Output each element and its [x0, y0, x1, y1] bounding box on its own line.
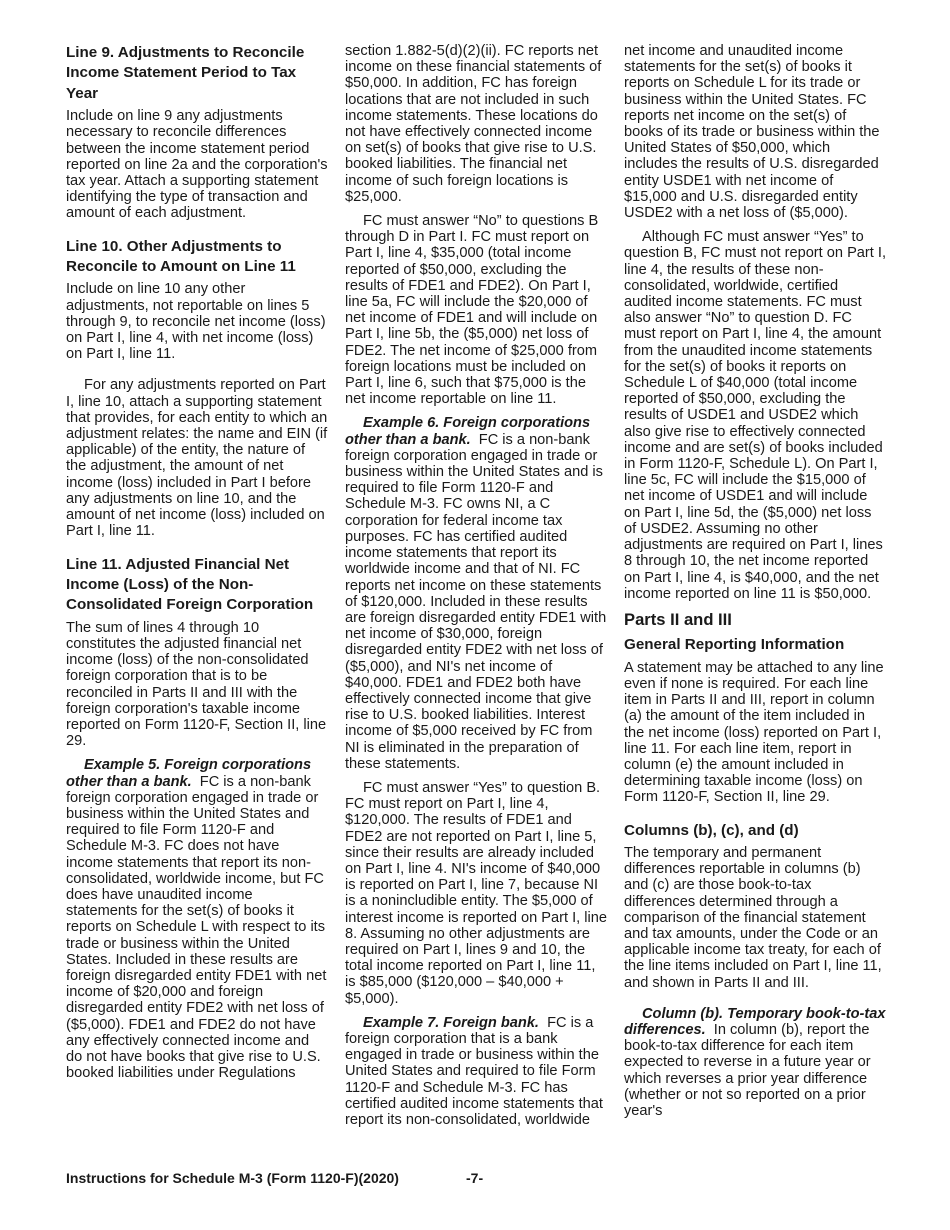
column-2	[345, 43, 607, 1136]
page-number: -7-	[466, 1170, 484, 1186]
paragraph-line-10: Include on line 10 any other adjustments, not reportable on lines 5 through 9, to reconcile net income (loss) on Part I, line 4, with net income (loss) on Part I, line 11.	[66, 281, 326, 363]
paragraph-example-7-continued: net income and unaudited income statements for the set(s) of books it reports on Schedule L for its trade or business within the United States. FC reports net income on the set(s) of books of its trade or business within the United States of $50,000, which includes the results of U.S. disregarded entity USDE1 with net income of $15,000 and U.S. disregarded entity USDE2 with a net loss of ($5,000).	[624, 43, 880, 222]
paragraph-fc-answer-yes: FC must answer “Yes” to question B. FC must report on Part I, line 4, $120,000. The results of FDE1 and FDE2 are not reported on Part I, line 5, since their results are already included on Part I, line 4. NI's income of $40,000 is reported on Part I, line 7, because NI is a nonincludible entity. The $5,000 of interest income is reported on Part I, line 8. Assuming no other adjustments are required on Part I, lines 9 and 10, the total income reported on Part I, line 11, is $85,000 ($120,000 – $40,000 + $5,000).	[345, 779, 608, 1007]
page-footer	[66, 1170, 884, 1186]
paragraph-fc-answer-no: FC must answer “No” to questions B through D in Part I. FC must report on Part I, line 4, $35,000 (total income reported of $50,000, excluding the results of FDE1 and FDE2). On Part I, line 5a, FC will include the $20,000 of net income of FDE1 and will include on Part I, line 5b, the ($5,000) net loss of FDE2. The net income of $25,000 from foreign locations must be included on Part I, line 6, such that $75,000 is the net income reportable on line 11.	[345, 213, 599, 408]
paragraph-columns: The temporary and permanent differences reportable in columns (b) and (c) are those book-to-tax differences determined through a comparison of the financial statement and tax amounts, under the Code or an applicable income tax treaty, for each of the line items included on Part I, line 11, and shown in Parts II and III.	[624, 844, 882, 991]
example-5	[66, 757, 328, 1081]
column-1	[66, 43, 328, 1089]
example-6	[345, 415, 607, 771]
column-b-text: In column (b), report the book-to-tax difference for each item expected to reverse in a future year or which reverses a prior year difference (whether or not so reported on a prior year's	[624, 1021, 871, 1119]
paragraph-line-9: Include on line 9 any adjustments necessary to reconcile differences between the income statement period reported on line 2a and the corporation's tax year. Attach a supporting statement identifying the type of transaction and amount of each adjustment.	[66, 108, 328, 222]
example-7-label: Example 7. Foreign bank.	[363, 1014, 539, 1031]
paragraph-general-reporting: A statement may be attached to any line even if none is required. For each line item in Parts II and III, report in column (a) the amount of the item included in the net income (loss) reported on Part I, line 11. For each line item, report in column (e) the amount included in determining taxable income (loss) on Form 1120-F, Section II, line 29.	[624, 659, 884, 806]
example-6-text: FC is a non-bank foreign corporation engaged in trade or business within the United States and is required to file Form 1120-F and Schedule M-3. FC owns NI, a C corporation for federal income tax purposes. FC has certified audited income statements that report its worldwide income and that of NI. FC reports net income on these statements of $120,000. Included in these results are foreign disregarded entity FDE1 with net income of $30,000, foreign disregarded entity FDE2 with net loss of ($5,000), and NI's net income of $40,000. FDE1 and FDE2 both have effectively connected income that give rise to U.S. booked liabilities. Interest income of $5,000 received by FC from NI is eliminated in the preparation of these statements.	[345, 431, 607, 772]
heading-parts-ii-iii: Parts II and III	[624, 609, 732, 629]
paragraph-line-11: The sum of lines 4 through 10 constitutes the adjusted financial net income (loss) of the non-consolidated foreign corporation that is to be reconciled in Parts II and III with the foreign corporation's taxable income reported on Form 1120-F, Section II, line 29.	[66, 619, 327, 750]
example-7-text: FC is a foreign corporation that is a bank engaged in trade or business within the United States and required to file Form 1120-F and Schedule M-3. FC has certified audited income statements that report its non-consolidated, worldwide	[345, 1014, 603, 1128]
heading-line-11: Line 11. Adjusted Financial Net Income (Loss) of the Non-Consolidated Foreign Corporation	[66, 555, 314, 614]
heading-columns-b-c-d: Columns (b), (c), and (d)	[624, 821, 799, 839]
column-b-paragraph	[624, 1006, 886, 1119]
example-5-label: Example 5. Foreign corporations other than a bank.	[66, 757, 312, 790]
heading-line-10: Line 10. Other Adjustments to Reconcile to Amount on Line 11	[66, 237, 296, 276]
paragraph-line-10-attachment: For any adjustments reported on Part I, line 10, attach a supporting statement that provides, for each entity to which an adjustment relates: the name and EIN (if applicable) of the entity, the nature of the adjustment, the amount of net income (loss) included in Part I before any adjustments on line 10, and the amount of net income (loss) included on Part I, line 11.	[66, 377, 328, 540]
heading-line-9: Line 9. Adjustments to Reconcile Income Statement Period to Tax Year	[66, 44, 305, 102]
column-b-label: Column (b). Temporary book-to-tax differences.	[624, 1005, 886, 1038]
heading-general-reporting: General Reporting Information	[624, 636, 845, 654]
paragraph-example-5-continued: section 1.882-5(d)(2)(ii). FC reports net income on these financial statements of $50,000. In addition, FC has foreign locations that are not included in such income statements. These locations do not have effectively connected income on set(s) of books that give rise to U.S. booked liabilities. The financial net income of such foreign locations is $25,000.	[345, 43, 602, 205]
paragraph-although: Although FC must answer “Yes” to question B, FC must not report on Part I, line 4, the results of these non-consolidated, worldwide, certified audited income statements. FC must also answer “No” to question D. FC must report on Part I, line 4, the amount from the unaudited income statements for the set(s) of books it reports on Schedule L of $40,000 (total income reported of $50,000, excluding the results of USDE1 and USDE2 which also give rise to effectively connected income and are set(s) of books included in Form 1120-F, Schedule L). On Part I, line 5c, FC will include the $15,000 of net income of USDE1 and will include on Part I, line 5d, the ($5,000) net loss of USDE2. Assuming no other adjustments are required on Part I, lines 8 through 10, the net income reported on Part I, line 4, is $40,000, and the net income reported on line 11 is $50,000.	[624, 229, 886, 602]
example-7	[345, 1015, 607, 1128]
footer-title: Instructions for Schedule M-3 (Form 1120-F)(2020)	[66, 1170, 399, 1186]
example-6-label: Example 6. Foreign corporations other than a bank.	[345, 415, 591, 448]
example-5-text: FC is a non-bank foreign corporation engaged in trade or business within the United States and required to file Form 1120-F and Schedule M-3. FC does not have income statements that report its non-consolidated, worldwide income, but FC does have unaudited income statements for the set(s) of books it reports on Schedule L with respect to its trade or business within the United States. Included in these results are foreign disregarded entity FDE1 with net income of $20,000 and foreign disregarded entity FDE2 with net loss of ($5,000). FDE1 and FDE2 do not have any effectively connected income and do not have books that give rise to U.S. booked liabilities under Regulations	[66, 773, 327, 1082]
column-3	[624, 43, 886, 1127]
